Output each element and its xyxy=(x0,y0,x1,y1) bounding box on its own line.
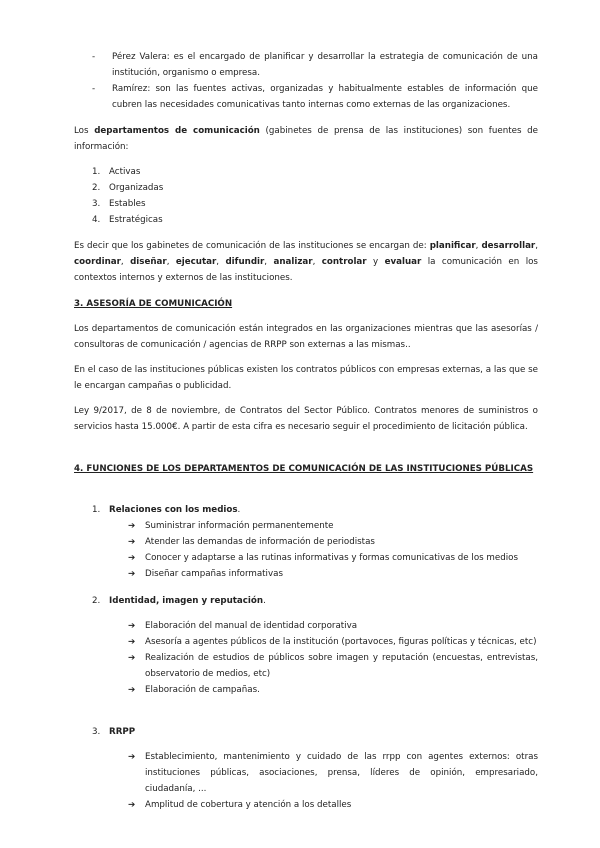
arrow-right-icon: ➔ xyxy=(128,800,136,810)
list-item xyxy=(92,81,538,113)
bold-term: ejecutar xyxy=(175,257,217,267)
text-run: , xyxy=(216,257,226,267)
list-item-text: Organizadas xyxy=(109,183,164,193)
intro-list xyxy=(92,49,538,113)
list-item xyxy=(128,682,538,698)
function-item-2 xyxy=(92,593,549,609)
list-item xyxy=(92,196,392,212)
list-item-text: Elaboración de campañas. xyxy=(145,685,260,695)
list-item-text: Diseñar campañas informativas xyxy=(145,569,283,579)
list-item xyxy=(92,49,538,81)
dash-marker: - xyxy=(92,84,96,94)
arrow-right-icon: ➔ xyxy=(128,553,136,563)
list-number: 2. xyxy=(92,183,101,193)
bold-term: analizar xyxy=(273,257,313,267)
paragraph-gabinetes xyxy=(74,238,538,286)
list-item xyxy=(128,534,538,550)
bold-term: planificar xyxy=(429,241,476,251)
function-title: Identidad, imagen y reputación xyxy=(109,596,264,606)
list-item-text: Realización de estudios de públicos sobre imagen y reputación (encuestas, entrevistas, observatorio de medios, etc) xyxy=(145,653,538,679)
list-item xyxy=(128,634,538,650)
bold-term: evaluar xyxy=(384,257,422,267)
arrow-right-icon: ➔ xyxy=(128,537,136,547)
bold-term: departamentos de comunicación xyxy=(94,126,260,136)
text-run: y xyxy=(366,257,385,267)
list-item xyxy=(128,566,538,582)
function-3-subs xyxy=(128,749,538,813)
list-item-text: Pérez Valera: es el encargado de planificar y desarrollar la estrategia de comunicación de una institución, organismo o empresa. xyxy=(112,52,538,78)
text-run: , xyxy=(535,241,538,251)
bold-term: desarrollar xyxy=(481,241,536,251)
function-1-subs xyxy=(128,518,538,582)
bold-term: difundir xyxy=(225,257,265,267)
text-run: Es decir que los gabinetes de comunicación de las instituciones se encargan de: xyxy=(74,241,430,251)
function-title: RRPP xyxy=(109,727,136,737)
section-3-paragraph-3: Ley 9/2017, de 8 de noviembre, de Contratos del Sector Público. Contratos menores de suministros o servicios hasta 15.000€. A partir de esta cifra es necesario seguir el procedimiento de licitación pública. xyxy=(74,406,538,432)
list-item xyxy=(128,518,538,534)
function-2-subs xyxy=(128,618,538,698)
section-4-heading: 4. FUNCIONES DE LOS DEPARTAMENTOS DE COMUNICACIÓN DE LAS INSTITUCIONES PÚBLICAS xyxy=(74,464,534,474)
list-number: 2. xyxy=(92,596,101,606)
text-run: , xyxy=(312,257,322,267)
text-run: (gabinetes de prensa de las instituciones) son fuentes de información: xyxy=(74,126,538,152)
arrow-right-icon: ➔ xyxy=(128,637,136,647)
text-run: , xyxy=(264,257,274,267)
list-item-text: Conocer y adaptarse a las rutinas informativas y formas comunicativas de los medios xyxy=(145,553,519,563)
section-3-paragraph-1: Los departamentos de comunicación están integrados en las organizaciones mientras que las asesorías / consultoras de comunicación / agencias de RRPP son externas a las mismas.. xyxy=(74,324,538,350)
list-number: 1. xyxy=(92,167,101,177)
list-item xyxy=(92,164,392,180)
list-item-text: Ramírez: son las fuentes activas, organizadas y habitualmente estables de información que cubren las necesidades comunicativas tanto internas como externas de las organizaciones. xyxy=(112,84,538,110)
arrow-right-icon: ➔ xyxy=(128,521,136,531)
section-3-heading: 3. ASESORÍA DE COMUNICACIÓN xyxy=(74,299,233,309)
text-run: . xyxy=(263,596,266,606)
bold-term: coordinar xyxy=(74,257,121,267)
list-item-text: Suministrar información permanentemente xyxy=(145,521,334,531)
bold-term: diseñar xyxy=(130,257,167,267)
list-item xyxy=(92,212,392,228)
list-item xyxy=(128,550,538,566)
section-3-paragraph-2: En el caso de las instituciones públicas existen los contratos públicos con empresas externas, a las que se le encargan campañas o publicidad. xyxy=(74,365,538,391)
function-item-3 xyxy=(92,724,549,740)
list-item-text: Estratégicas xyxy=(109,215,163,225)
text-run: Los xyxy=(74,126,95,136)
list-number: 3. xyxy=(92,727,101,737)
arrow-right-icon: ➔ xyxy=(128,685,136,695)
list-item-text: Establecimiento, mantenimiento y cuidado de las rrpp con agentes externos: otras instituciones públicas, asociaciones, prensa, líderes de opinión, empresariado, ciudadanía, ... xyxy=(145,752,538,794)
dash-marker: - xyxy=(92,52,96,62)
list-item xyxy=(92,180,392,196)
list-item-text: Asesoría a agentes públicos de la institución (portavoces, figuras políticas y técnicas, etc) xyxy=(145,637,537,647)
list-item-text: Elaboración del manual de identidad corporativa xyxy=(145,621,358,631)
paragraph-departamentos xyxy=(74,123,538,155)
text-run: . xyxy=(237,505,241,515)
fuentes-list xyxy=(92,164,392,228)
list-number: 4. xyxy=(92,215,101,225)
arrow-right-icon: ➔ xyxy=(128,752,136,762)
list-item xyxy=(128,650,538,682)
arrow-right-icon: ➔ xyxy=(128,621,136,631)
text-run: , xyxy=(166,257,176,267)
text-run: , xyxy=(120,257,131,267)
list-number: 3. xyxy=(92,199,101,209)
text-run: la comunicación en los contextos internos y externos de las instituciones. xyxy=(74,257,538,283)
list-item-text: Activas xyxy=(109,167,141,177)
arrow-right-icon: ➔ xyxy=(128,653,136,663)
arrow-right-icon: ➔ xyxy=(128,569,136,579)
list-item-text: Atender las demandas de información de periodistas xyxy=(145,537,375,547)
list-item-text: Amplitud de cobertura y atención a los detalles xyxy=(145,800,352,810)
text-run: , xyxy=(475,241,482,251)
list-item xyxy=(128,749,538,797)
list-item-text: Estables xyxy=(109,199,146,209)
bold-term: controlar xyxy=(321,257,367,267)
list-item xyxy=(128,797,538,813)
function-item-1 xyxy=(92,502,549,518)
function-title: Relaciones con los medios xyxy=(109,505,238,515)
list-number: 1. xyxy=(92,505,101,515)
list-item xyxy=(128,618,538,634)
